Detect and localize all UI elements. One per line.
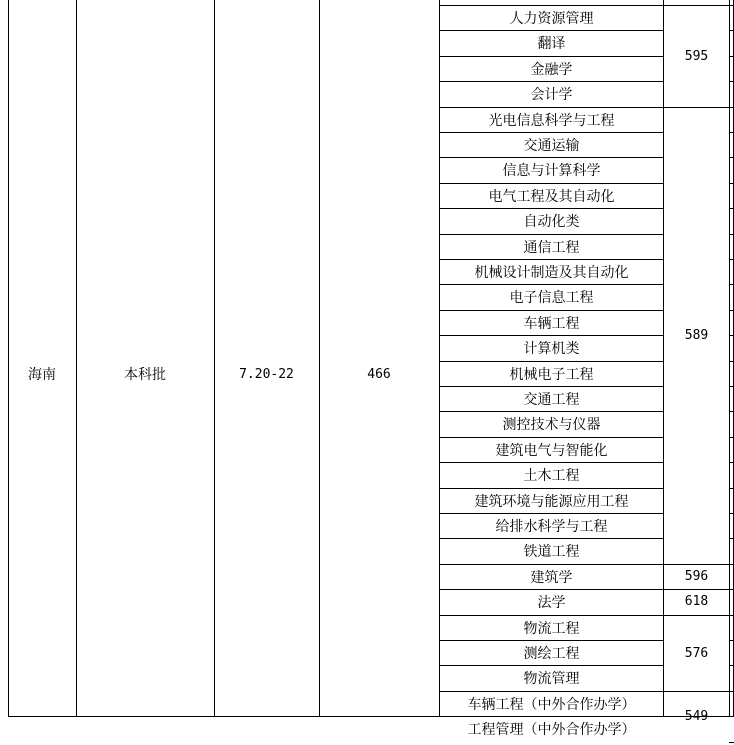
major-name: 交通运输 <box>523 137 580 154</box>
edge-tick <box>729 183 734 184</box>
edge-tick <box>729 81 734 82</box>
major-name: 铁道工程 <box>523 543 580 560</box>
major-name: 工程管理（中外合作办学） <box>467 721 636 738</box>
score-cell: 595 <box>684 48 709 64</box>
major-name: 测控技术与仪器 <box>502 416 601 433</box>
major-name: 计算机类 <box>523 340 580 357</box>
control-line-cell: 466 <box>367 366 391 382</box>
edge-tick <box>729 411 734 412</box>
edge-tick <box>729 742 734 743</box>
edge-tick <box>729 716 734 717</box>
edge-tick <box>729 335 734 336</box>
edge-tick <box>729 208 734 209</box>
major-name: 电子信息工程 <box>509 289 594 306</box>
edge-tick <box>729 640 734 641</box>
major-name: 信息与计算科学 <box>502 162 601 179</box>
edge-tick <box>729 691 734 692</box>
major-name: 自动化类 <box>523 213 580 230</box>
major-name: 通信工程 <box>523 239 580 256</box>
batch-cell: 本科批 <box>124 367 166 383</box>
major-name: 光电信息科学与工程 <box>488 112 615 129</box>
edge-tick <box>729 386 734 387</box>
score-cell: 576 <box>684 645 709 661</box>
major-name: 法学 <box>537 594 566 611</box>
major-name: 建筑学 <box>530 569 573 586</box>
province-cell: 海南 <box>28 367 56 383</box>
major-name: 建筑电气与智能化 <box>495 442 608 459</box>
edge-tick <box>729 488 734 489</box>
major-name: 测绘工程 <box>523 645 580 662</box>
major-name: 物流工程 <box>523 620 580 637</box>
edge-tick <box>729 284 734 285</box>
score-cell: 618 <box>684 594 709 609</box>
major-name: 交通工程 <box>523 391 580 408</box>
edge-tick <box>729 437 734 438</box>
major-name: 翻译 <box>537 35 566 52</box>
edge-tick <box>729 462 734 463</box>
edge-tick <box>729 615 734 616</box>
major-name: 土木工程 <box>523 467 580 484</box>
edge-tick <box>729 107 734 108</box>
edge-tick <box>729 5 734 6</box>
major-name: 金融学 <box>530 61 573 78</box>
edge-tick <box>729 234 734 235</box>
major-name: 车辆工程 <box>523 315 580 332</box>
major-name: 人力资源管理 <box>509 10 594 27</box>
edge-tick <box>729 132 734 133</box>
edge-tick <box>729 56 734 57</box>
score-cell: 549 <box>684 709 709 724</box>
major-name: 车辆工程（中外合作办学） <box>467 696 636 713</box>
edge-tick <box>729 259 734 260</box>
major-name: 电气工程及其自动化 <box>488 188 615 205</box>
edge-tick <box>729 513 734 514</box>
edge-tick <box>729 157 734 158</box>
major-name: 机械电子工程 <box>509 366 594 383</box>
major-name: 机械设计制造及其自动化 <box>474 264 629 281</box>
date-cell: 7.20-22 <box>239 366 294 382</box>
score-cell: 589 <box>684 328 709 343</box>
major-name: 建筑环境与能源应用工程 <box>474 493 629 510</box>
edge-tick <box>729 310 734 311</box>
edge-tick <box>729 589 734 590</box>
edge-tick <box>729 361 734 362</box>
edge-tick <box>729 665 734 666</box>
major-name: 会计学 <box>530 86 573 103</box>
edge-tick <box>729 564 734 565</box>
edge-tick <box>729 30 734 31</box>
score-cell: 596 <box>684 569 709 584</box>
major-name: 给排水科学与工程 <box>495 518 608 535</box>
edge-tick <box>729 538 734 539</box>
major-name: 物流管理 <box>523 670 580 687</box>
